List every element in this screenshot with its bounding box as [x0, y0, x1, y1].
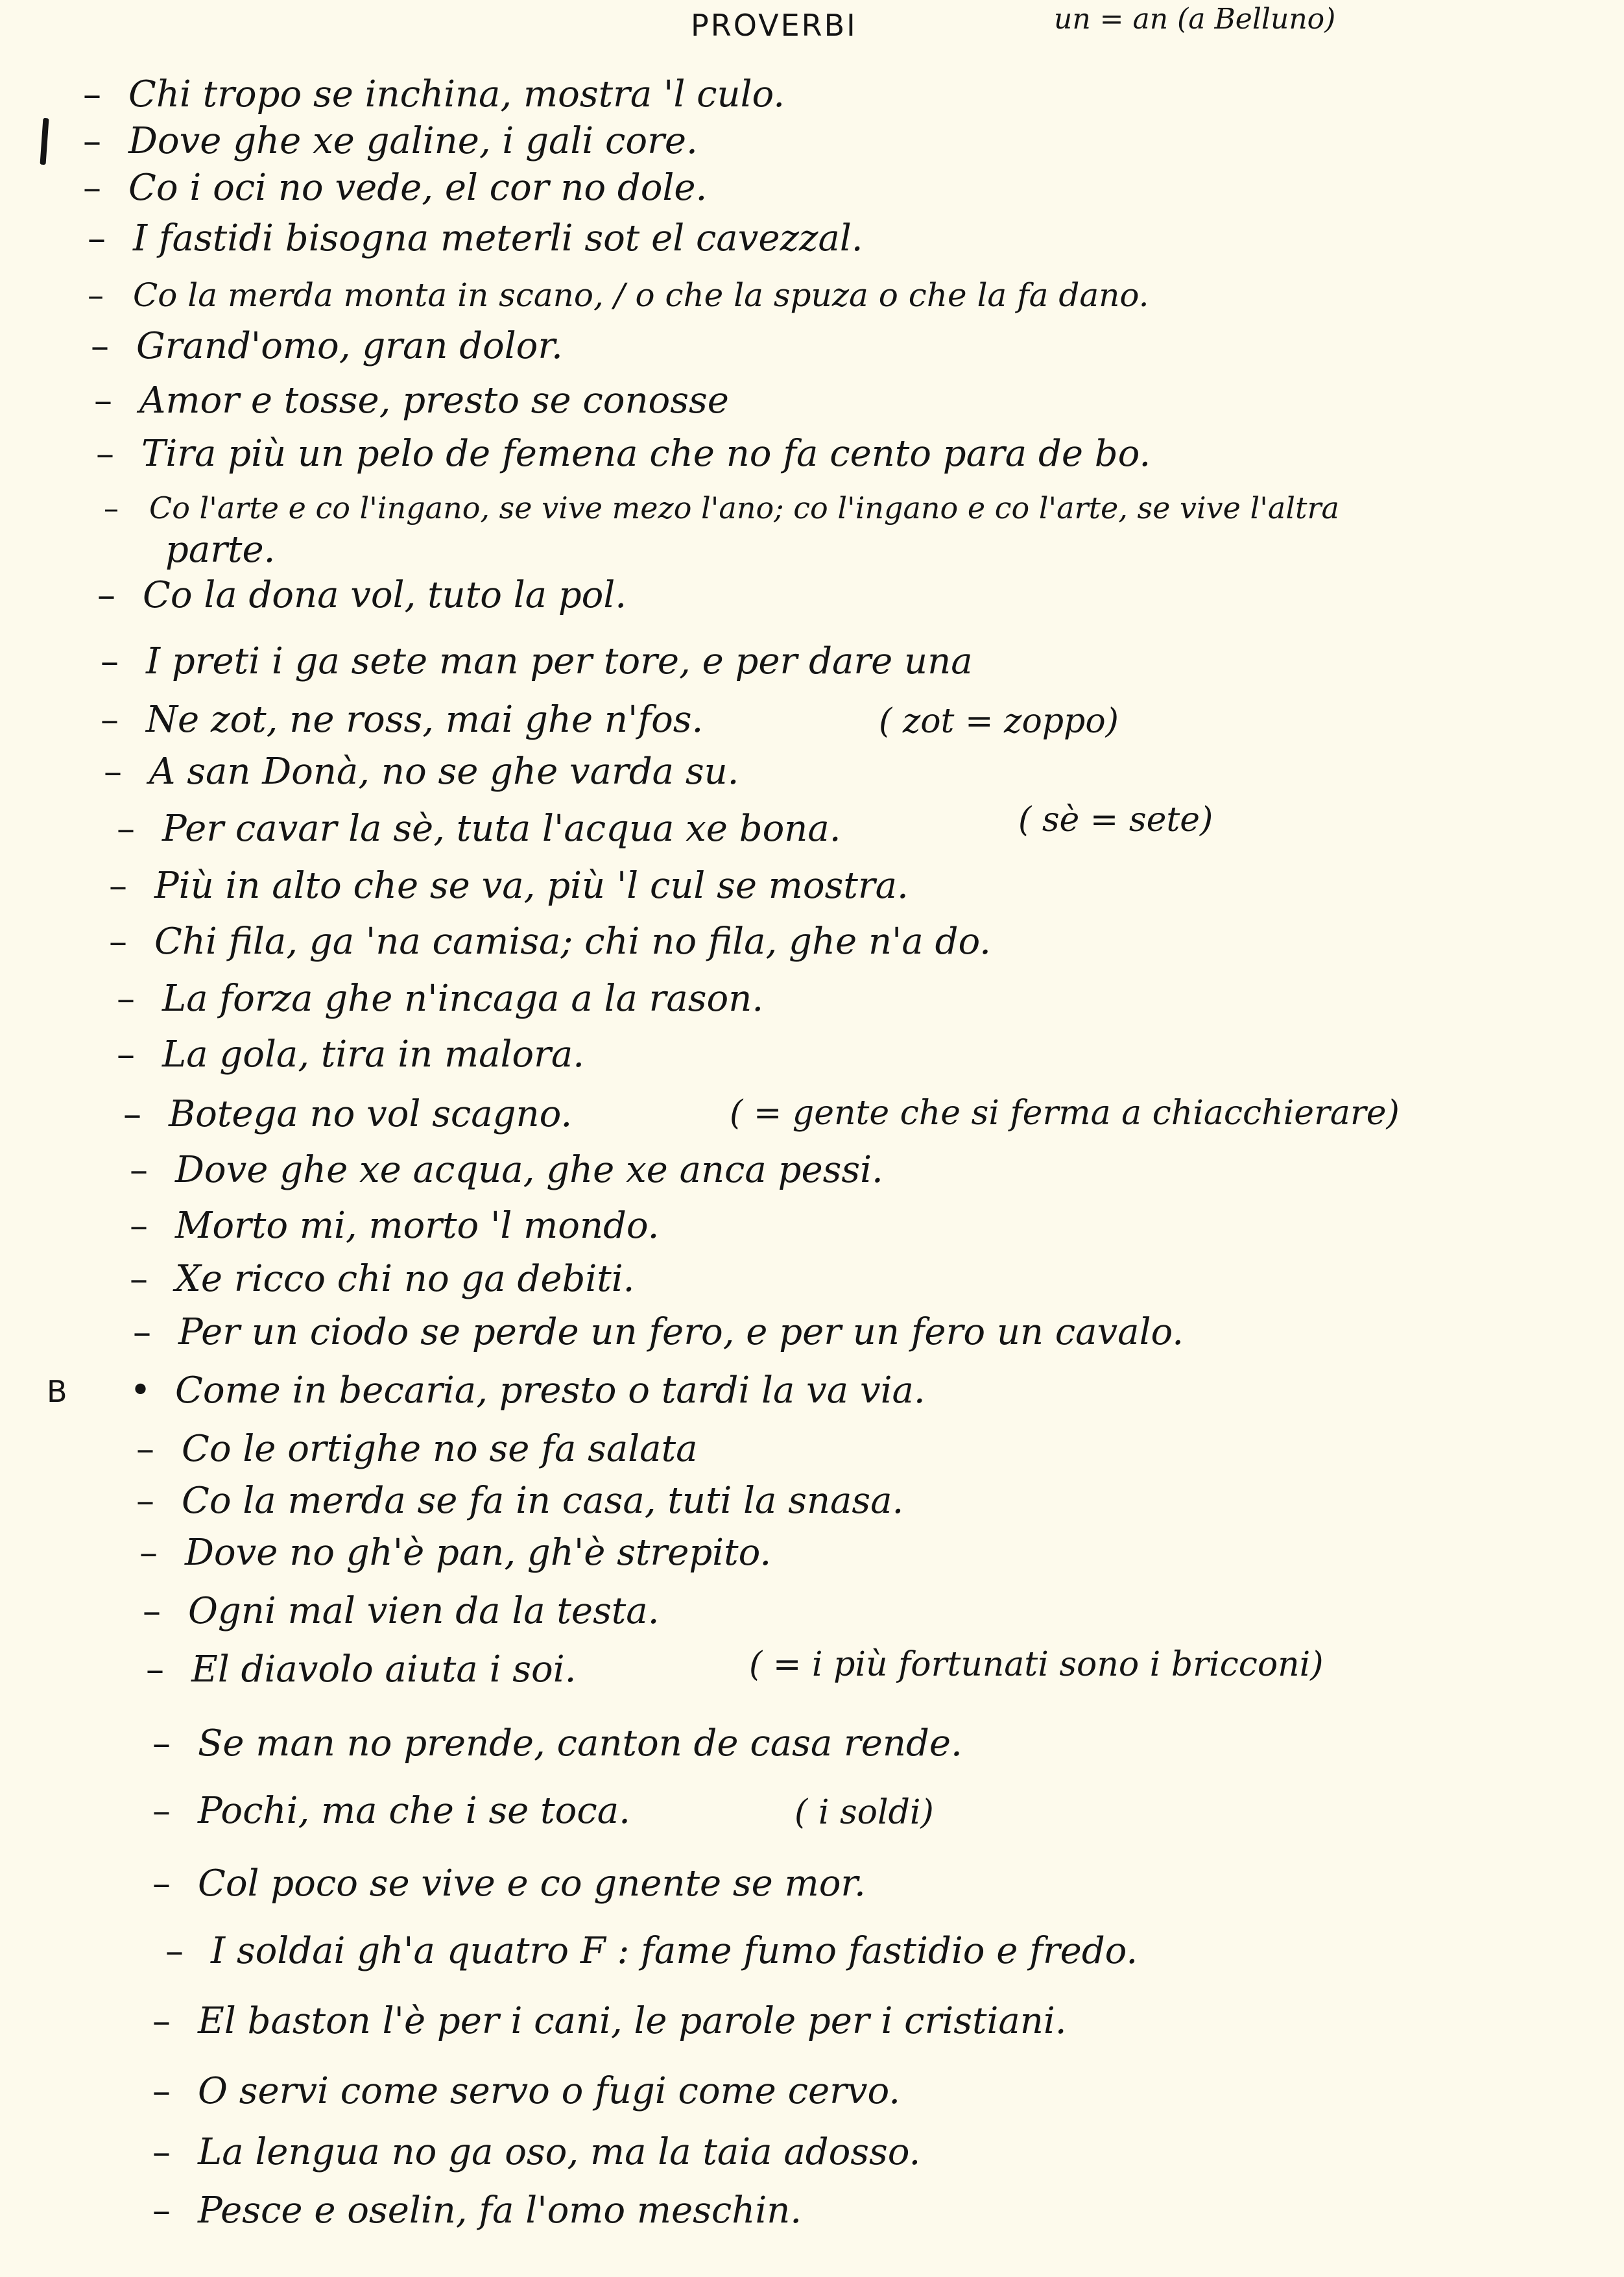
proverb-line — [130, 1149, 883, 1191]
bullet-dash: – — [133, 1311, 151, 1353]
proverb-line — [117, 808, 841, 850]
proverb-line — [139, 1532, 772, 1574]
bullet-dash: – — [97, 574, 115, 616]
proverb-text: Morto mi, morto 'l mondo. — [175, 1205, 660, 1247]
bullet-dash: – — [152, 2131, 171, 2173]
proverb-comment: ( zot = zoppo) — [879, 702, 1119, 741]
bullet-dash: – — [83, 120, 101, 162]
bullet-dash: – — [88, 276, 104, 314]
proverb-text: Come in becaria, presto o tardi la va via. — [175, 1369, 925, 1412]
proverb-text: Dove ghe xe acqua, ghe xe anca pessi. — [175, 1149, 883, 1191]
proverb-line — [130, 1205, 660, 1247]
bullet-dash: – — [152, 2070, 171, 2112]
bullet-dash: – — [152, 1790, 171, 1832]
proverb-text: Xe ricco chi no ga debiti. — [175, 1258, 635, 1300]
proverb-text: I soldai gh'a quatro F : fame fumo fastidio e fredo. — [211, 1930, 1138, 1972]
proverb-text: El diavolo aiuta i soi. — [191, 1648, 577, 1691]
bullet-dash: – — [83, 167, 101, 209]
bullet-dash: – — [109, 865, 127, 907]
proverb-text: Chi tropo se inchina, mostra 'l culo. — [128, 73, 785, 115]
proverb-text: La gola, tira in malora. — [162, 1033, 585, 1076]
proverb-text: El baston l'è per i cani, le parole per i cristiani. — [198, 2000, 1067, 2042]
proverb-text: Dove no gh'è pan, gh'è strepito. — [185, 1532, 772, 1574]
proverb-text: Tira più un pelo de femena che no fa cento para de bo. — [141, 433, 1151, 475]
proverb-line — [88, 276, 1149, 314]
proverb-line — [130, 1369, 925, 1412]
proverb-text: O servi come servo o fugi come cervo. — [198, 2070, 901, 2112]
proverb-text: Pesce e oselin, fa l'omo meschin. — [198, 2189, 802, 2232]
bullet-dash: – — [117, 978, 135, 1020]
proverb-line — [136, 1428, 698, 1470]
bullet-dash: – — [152, 1722, 171, 1765]
proverb-line — [152, 2070, 901, 2112]
proverb-line — [133, 1311, 1184, 1353]
proverb-comment: ( sè = sete) — [1018, 801, 1213, 839]
proverb-text: Col poco se vive e co gnente se mor. — [198, 1862, 866, 1905]
proverb-line — [152, 2131, 921, 2173]
proverb-line — [109, 921, 991, 963]
proverb-line — [83, 73, 785, 115]
bullet-dash: – — [104, 490, 119, 525]
proverb-line — [96, 433, 1151, 475]
bullet-dash: – — [136, 1480, 154, 1522]
proverb-line — [152, 1790, 630, 1832]
bullet-dash: – — [139, 1532, 158, 1574]
bullet-dash: • — [130, 1369, 152, 1412]
proverb-line — [101, 640, 973, 682]
bullet-dash: – — [94, 380, 112, 422]
proverb-text: Grand'omo, gran dolor. — [136, 325, 563, 367]
proverb-line — [91, 325, 563, 367]
bullet-dash: – — [152, 2000, 171, 2042]
bullet-dash: – — [143, 1590, 161, 1632]
proverb-text: Co la merda se fa in casa, tuti la snasa. — [182, 1480, 904, 1522]
proverb-text: Ne zot, ne ross, mai ghe n'fos. — [146, 699, 704, 741]
proverb-text: Co la merda monta in scano, / o che la spuza o che la fa dano. — [133, 276, 1149, 314]
proverb-line — [109, 865, 909, 907]
proverb-continuation: parte. — [165, 529, 276, 571]
proverb-text: Co i oci no vede, el cor no dole. — [128, 167, 708, 209]
bullet-dash: – — [130, 1258, 148, 1300]
proverb-text: La forza ghe n'incaga a la rason. — [162, 978, 764, 1020]
proverb-text: Co la dona vol, tuto la pol. — [143, 574, 627, 616]
bullet-dash: – — [152, 1862, 171, 1905]
header-note: un = an (a Belluno) — [1054, 3, 1336, 36]
page-title: PROVERBI — [691, 8, 857, 43]
margin-bar-mark — [40, 118, 49, 165]
proverb-line — [88, 217, 863, 259]
bullet-dash: – — [88, 217, 106, 259]
proverb-line — [104, 751, 739, 793]
proverb-comment: ( i soldi) — [794, 1793, 934, 1832]
bullet-dash: – — [117, 808, 135, 850]
bullet-dash: – — [136, 1428, 154, 1470]
bullet-dash: – — [146, 1648, 164, 1691]
bullet-dash: – — [130, 1149, 148, 1191]
proverb-line — [104, 490, 1339, 525]
proverb-line — [94, 380, 729, 422]
bullet-dash: – — [152, 2189, 171, 2232]
proverb-comment: ( = gente che si ferma a chiacchierare) — [730, 1094, 1400, 1133]
proverb-line — [130, 1258, 635, 1300]
proverb-text: Co l'arte e co l'ingano, se vive mezo l'ano; co l'ingano e co l'arte, se vive l'altra — [149, 490, 1339, 525]
bullet-dash: – — [109, 921, 127, 963]
bullet-dash: – — [96, 433, 114, 475]
proverb-text: I fastidi bisogna meterli sot el cavezzal. — [133, 217, 863, 259]
proverb-line — [146, 1648, 577, 1691]
proverb-text: Per cavar la sè, tuta l'acqua xe bona. — [162, 808, 841, 850]
proverb-line — [117, 978, 764, 1020]
bullet-dash: – — [101, 640, 119, 682]
proverb-line — [97, 574, 627, 616]
proverb-line — [136, 1480, 904, 1522]
bullet-dash: – — [101, 699, 119, 741]
proverb-line — [152, 2189, 802, 2232]
proverb-text: Dove ghe xe galine, i gali core. — [128, 120, 698, 162]
bullet-dash: – — [165, 1930, 184, 1972]
proverb-text: Botega no vol scagno. — [169, 1093, 573, 1135]
bullet-dash: – — [83, 73, 101, 115]
proverb-line — [165, 1930, 1138, 1972]
proverb-line — [123, 1093, 573, 1135]
proverb-text: Ogni mal vien da la testa. — [188, 1590, 660, 1632]
proverb-line — [83, 120, 698, 162]
proverb-comment: ( = i più fortunati sono i bricconi) — [749, 1645, 1324, 1684]
proverb-text: Co le ortighe no se fa salata — [182, 1428, 698, 1470]
bullet-dash: – — [104, 751, 122, 793]
proverb-line — [143, 1590, 660, 1632]
margin-b-mark: B — [47, 1374, 67, 1409]
proverb-line — [101, 699, 704, 741]
bullet-dash: – — [91, 325, 109, 367]
proverb-line — [152, 1862, 866, 1905]
proverb-text: Pochi, ma che i se toca. — [198, 1790, 630, 1832]
proverb-text: I preti i ga sete man per tore, e per dare una — [146, 640, 973, 682]
bullet-dash: – — [117, 1033, 135, 1076]
proverb-text: La lengua no ga oso, ma la taia adosso. — [198, 2131, 921, 2173]
proverb-text: Chi fila, ga 'na camisa; chi no fila, ghe n'a do. — [154, 921, 991, 963]
bullet-dash: – — [130, 1205, 148, 1247]
proverb-text: Per un ciodo se perde un fero, e per un fero un cavalo. — [178, 1311, 1184, 1353]
proverb-text: A san Donà, no se ghe varda su. — [149, 751, 739, 793]
proverb-line — [83, 167, 708, 209]
bullet-dash: – — [123, 1093, 141, 1135]
proverb-line — [117, 1033, 585, 1076]
proverb-text: Se man no prende, canton de casa rende. — [198, 1722, 962, 1765]
proverb-text: Più in alto che se va, più 'l cul se mostra. — [154, 865, 909, 907]
proverb-line — [152, 2000, 1067, 2042]
proverb-text: Amor e tosse, presto se conosse — [139, 380, 729, 422]
proverb-line — [152, 1722, 962, 1765]
